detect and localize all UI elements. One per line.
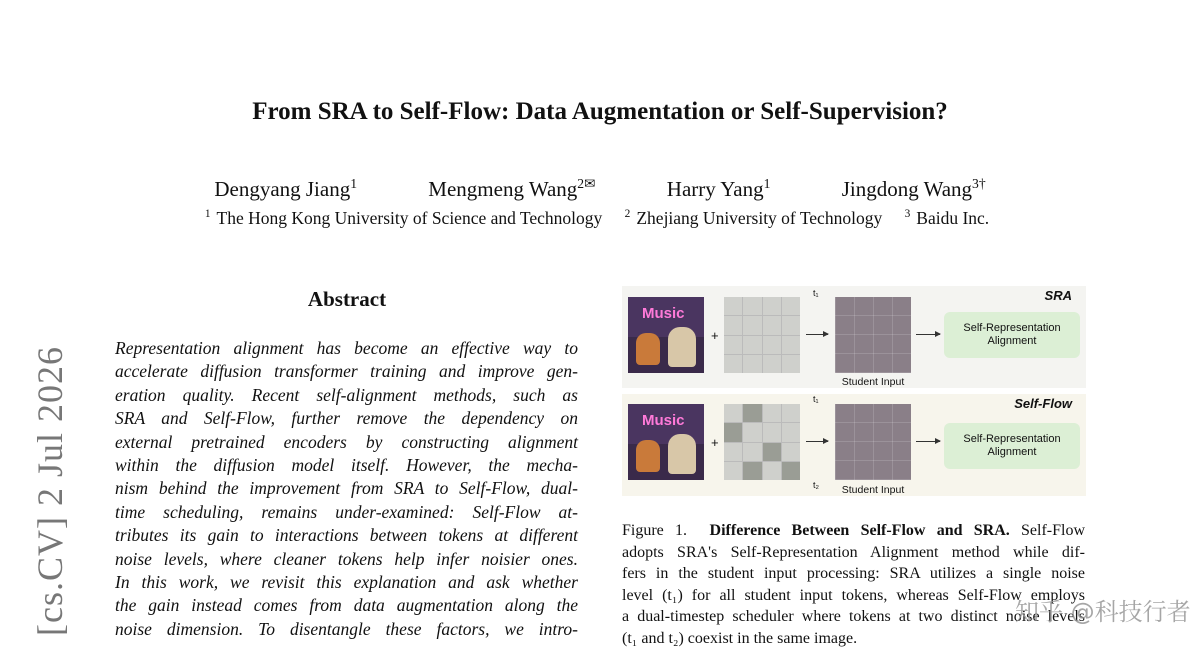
abstract-heading: Abstract (307, 287, 387, 311)
abstract-line: In this work, we revisit this explanation and ask whether (115, 572, 578, 593)
abstract-line: accelerate diffusion transformer training and improve gen- (115, 361, 578, 382)
student-input-caption: Student Input (841, 484, 905, 496)
affiliation: $^3$ Baidu Inc. (904, 208, 990, 228)
caption-line: fers in the student input processing: SRA utilizes a single noise (622, 565, 1085, 583)
alignment-box: Self-Representation Alignment (944, 312, 1080, 358)
plus-sign: + (711, 435, 719, 450)
abstract-body (115, 337, 578, 641)
timestep-label: t₂ (813, 480, 819, 490)
arrow (916, 334, 940, 335)
noise-grid (724, 297, 800, 373)
abstract-line: external pretrained encoders by constructing alignment (115, 431, 578, 452)
author-list (0, 176, 1200, 202)
affiliations (0, 208, 1200, 229)
abstract-line: noise levels, where cleaner tokens help infer noisier ones. (115, 548, 578, 569)
abstract-line: time scheduling, remains under-examined: Self-Flow at- (115, 501, 578, 522)
figure-1 (622, 286, 1086, 502)
arxiv-sidebar (20, 345, 70, 645)
abstract-line: noise dimension. To disentangle these factors, we intro- (115, 618, 578, 639)
cat-figure (636, 440, 660, 472)
dog-figure (668, 434, 696, 474)
caption-line: a dual-timestep scheduler where tokens at two distinct noise levels (622, 608, 1085, 626)
abstract-line: eration quality. Recent self-alignment methods, such as (115, 384, 578, 405)
caption-line: (t₁ and t₂) coexist in the same image. (622, 629, 858, 647)
figure-panel-sra (622, 286, 1086, 388)
abstract-line: SRA and Self-Flow, further remove the dependency on (115, 408, 578, 429)
author: Jingdong Wang$^{3\dagger}$ (841, 176, 986, 201)
timestep-label: t₁ (813, 288, 819, 298)
abstract-line: Representation alignment has become an effective way to (115, 338, 578, 358)
panel-label: SRA (1044, 288, 1072, 303)
image-neon-text: Music (642, 305, 685, 322)
author: Mengmeng Wang$^{2✉}$ (428, 176, 596, 201)
dog-figure (668, 327, 696, 367)
arrow (916, 441, 940, 442)
watermark: 知乎 @科技行者 (1015, 598, 1191, 626)
caption-line: adopts SRA's Self-Representation Alignment method while dif- (622, 543, 1085, 561)
paper-title: From SRA to Self-Flow: Data Augmentation or Self-Supervision? (252, 98, 948, 125)
clean-image (628, 297, 704, 373)
caption-line: Figure 1. Difference Between Self-Flow and SRA. Self-Flow (622, 522, 1085, 539)
noise-grid (724, 404, 800, 480)
timestep-label: t₁ (813, 394, 819, 404)
student-input-caption: Student Input (841, 376, 905, 388)
student-input-image (835, 297, 911, 373)
figure-caption (622, 520, 1085, 650)
student-input-image (835, 404, 911, 480)
plus-sign: + (711, 328, 719, 343)
arrow (806, 334, 828, 335)
panel-label: Self-Flow (1014, 396, 1072, 411)
abstract-line: within the diffusion model itself. However, the mecha- (115, 455, 578, 476)
clean-image (628, 404, 704, 480)
abstract-line: the gain instead comes from data augmentation along the (115, 595, 578, 616)
figure-panel-self-flow (622, 394, 1086, 496)
author: Dengyang Jiang$^1$ (214, 176, 358, 201)
caption-label: Figure 1. (622, 522, 688, 539)
alignment-box: Self-Representation Alignment (944, 423, 1080, 469)
author: Harry Yang$^1$ (666, 176, 771, 201)
image-neon-text: Music (642, 412, 685, 429)
arxiv-stamp: [cs.CV] 2 Jul 2026 (30, 346, 70, 636)
affiliation: $^1$ The Hong Kong University of Science and Technology (204, 208, 603, 228)
affiliation: $^2$ Zhejiang University of Technology (624, 208, 883, 228)
caption-title: Difference Between Self-Flow and SRA. (709, 522, 1010, 539)
arrow (806, 441, 828, 442)
abstract-line: nism behind the improvement from SRA to Self-Flow, dual- (115, 478, 578, 499)
cat-figure (636, 333, 660, 365)
abstract-line: tributes its gain to interactions between tokens at different (115, 525, 578, 546)
caption-line: level (t₁) for all student input tokens, whereas Self-Flow employs (622, 586, 1085, 604)
